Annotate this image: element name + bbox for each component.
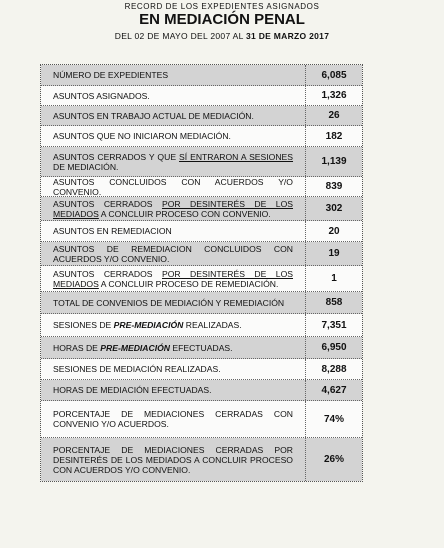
table-row	[41, 337, 362, 359]
table-row	[41, 86, 362, 106]
row-value: 8,288	[305, 359, 362, 379]
row-label: ASUNTOS CERRADOS POR DESINTERÉS DE LOS MEDIADOS A CONCLUIR PROCESO DE REMEDIACIÓN.	[53, 268, 293, 289]
row-value: 302	[305, 197, 362, 220]
table-row	[41, 438, 362, 481]
row-label: ASUNTOS EN TRABAJO ACTUAL DE MEDIACIÓN.	[53, 110, 254, 121]
table-row	[41, 380, 362, 401]
date-range-end: 31 DE MARZO 2017	[246, 31, 330, 41]
table-row	[41, 401, 362, 438]
row-label: ASUNTOS ASIGNADOS.	[53, 90, 150, 101]
table-row	[41, 242, 362, 266]
stats-table	[40, 64, 363, 482]
row-value: 1,326	[305, 86, 362, 105]
table-row	[41, 197, 362, 221]
report-title: EN MEDIACIÓN PENAL	[139, 11, 305, 28]
row-label: ASUNTOS DE REMEDIACION CONCLUIDOS CON ACUERDOS Y/O CONVENIO.	[53, 243, 293, 264]
table-row	[41, 65, 362, 86]
row-value: 1,139	[305, 147, 362, 176]
row-label: ASUNTOS QUE NO INICIARON MEDIACIÓN.	[53, 131, 231, 141]
row-label: NÚMERO DE EXPEDIENTES	[53, 70, 169, 80]
row-value: 858	[305, 292, 362, 313]
table-row	[41, 359, 362, 380]
row-label: TOTAL DE CONVENIOS DE MEDIACIÓN Y REMEDIACIÓN	[53, 297, 285, 308]
row-value: 26%	[305, 438, 362, 481]
row-value: 74%	[305, 401, 362, 437]
table-row	[41, 314, 362, 337]
row-value: 20	[305, 221, 362, 241]
table-row	[41, 292, 362, 314]
table-row	[41, 126, 362, 147]
row-value: 6,950	[305, 337, 362, 358]
row-value: 26	[305, 106, 362, 125]
row-value: 7,351	[305, 314, 362, 336]
row-value: 182	[305, 126, 362, 146]
row-label: PORCENTAJE DE MEDIACIONES CERRADAS POR DESINTERÉS DE LOS MEDIADOS A CONCLUIR PROCESO CON ACUERDOS Y/O CONVENIO.	[53, 444, 293, 475]
report-date-range	[0, 31, 444, 41]
row-label: PORCENTAJE DE MEDIACIONES CERRADAS CON CONVENIO Y/O ACUERDOS.	[53, 409, 293, 429]
row-label: SESIONES DE MEDIACIÓN REALIZADAS.	[53, 364, 221, 374]
row-label: HORAS DE PRE-MEDIACIÓN EFECTUADAS.	[53, 342, 233, 353]
row-label: ASUNTOS EN REMEDIACION	[53, 226, 172, 236]
table-row	[41, 266, 362, 292]
table-row	[41, 221, 362, 242]
row-value: 19	[305, 242, 362, 265]
row-value: 1	[305, 266, 362, 291]
row-label: HORAS DE MEDIACIÓN EFECTUADAS.	[53, 385, 212, 395]
row-label: ASUNTOS CONCLUIDOS CON ACUERDOS Y/O CONVENIO.	[53, 176, 293, 197]
report-subtitle: RECORD DE LOS EXPEDIENTES ASIGNADOS	[124, 2, 320, 11]
row-label: ASUNTOS CERRADOS Y QUE SÍ ENTRARON A SESIONES DE MEDIACIÓN.	[53, 151, 294, 172]
row-value: 4,627	[305, 380, 362, 400]
table-row	[41, 106, 362, 126]
row-value: 6,085	[305, 65, 362, 85]
row-label: ASUNTOS CERRADOS POR DESINTERÉS DE LOS MEDIADOS A CONCLUIR PROCESO CON CONVENIO.	[53, 198, 293, 219]
date-range-prefix: DEL 02 DE MAYO DEL 2007 AL	[114, 31, 247, 41]
table-row	[41, 177, 362, 197]
row-label: SESIONES DE PRE-MEDIACIÓN REALIZADAS.	[53, 320, 242, 330]
row-value: 839	[305, 177, 362, 196]
table-row	[41, 147, 362, 177]
